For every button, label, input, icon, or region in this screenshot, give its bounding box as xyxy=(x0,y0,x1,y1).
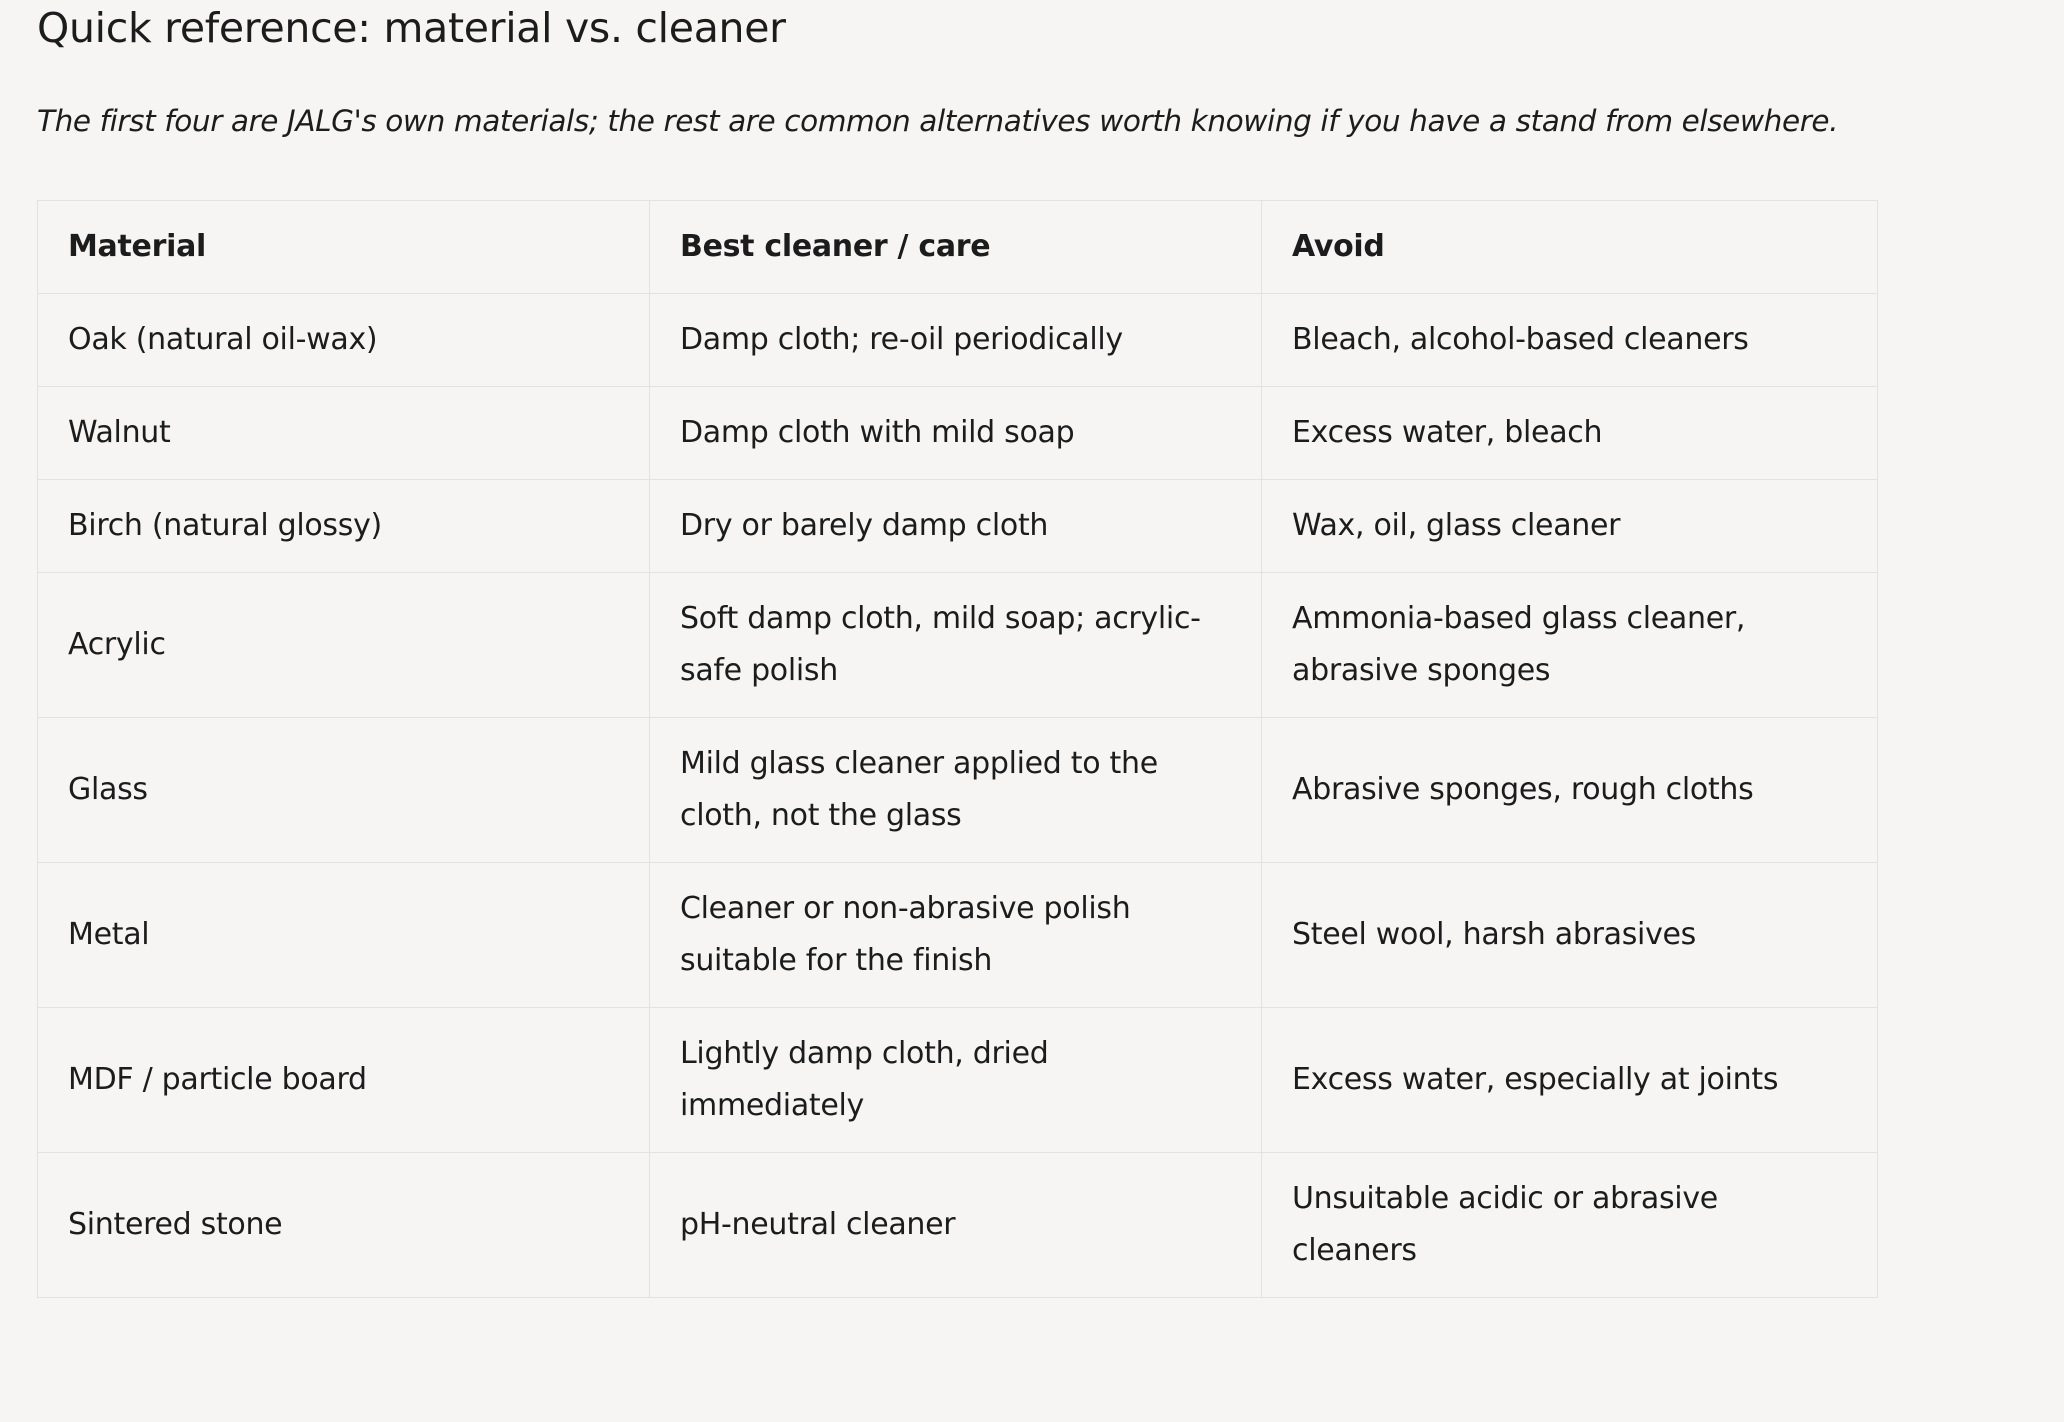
avoid-cell: Excess water, especially at joints xyxy=(1262,1008,1878,1153)
table-row xyxy=(38,294,1878,387)
header-avoid: Avoid xyxy=(1262,201,1878,294)
section-title: Quick reference: material vs. cleaner xyxy=(37,4,786,52)
material-cell: Metal xyxy=(38,863,650,1008)
cleaner-cell: Mild glass cleaner applied to the cloth, not the glass xyxy=(650,718,1262,863)
avoid-cell: Bleach, alcohol-based cleaners xyxy=(1262,294,1878,387)
cleaner-cell: pH-neutral cleaner xyxy=(650,1153,1262,1298)
cleaner-cell: Lightly damp cloth, dried immediately xyxy=(650,1008,1262,1153)
header-best-cleaner: Best cleaner / care xyxy=(650,201,1262,294)
avoid-cell: Steel wool, harsh abrasives xyxy=(1262,863,1878,1008)
table-row xyxy=(38,1008,1878,1153)
cleaner-cell: Cleaner or non-abrasive polish suitable for the finish xyxy=(650,863,1262,1008)
cleaner-cell: Damp cloth with mild soap xyxy=(650,387,1262,480)
avoid-cell: Ammonia-based glass cleaner, abrasive sponges xyxy=(1262,573,1878,718)
avoid-cell: Unsuitable acidic or abrasive cleaners xyxy=(1262,1153,1878,1298)
material-cell: Acrylic xyxy=(38,573,650,718)
table-row xyxy=(38,387,1878,480)
material-cell: Walnut xyxy=(38,387,650,480)
content xyxy=(37,0,1877,1268)
section-subtitle: The first four are JALG's own materials; the rest are common alternatives worth knowing if you have a stand from elsewhere. xyxy=(37,104,1839,138)
cleaner-cell: Damp cloth; re-oil periodically xyxy=(650,294,1262,387)
table-row xyxy=(38,718,1878,863)
table-row xyxy=(38,863,1878,1008)
material-cell: Birch (natural glossy) xyxy=(38,480,650,573)
material-cell: Oak (natural oil-wax) xyxy=(38,294,650,387)
table-header-row xyxy=(38,201,1878,294)
table-row xyxy=(38,1153,1878,1298)
table-row xyxy=(38,573,1878,718)
avoid-cell: Excess water, bleach xyxy=(1262,387,1878,480)
cleaner-cell: Soft damp cloth, mild soap; acrylic-safe polish xyxy=(650,573,1262,718)
avoid-cell: Abrasive sponges, rough cloths xyxy=(1262,718,1878,863)
material-cell: Glass xyxy=(38,718,650,863)
header-material: Material xyxy=(38,201,650,294)
material-cleaner-table xyxy=(37,200,1878,1298)
table-row xyxy=(38,480,1878,573)
material-cell: MDF / particle board xyxy=(38,1008,650,1153)
avoid-cell: Wax, oil, glass cleaner xyxy=(1262,480,1878,573)
material-cell: Sintered stone xyxy=(38,1153,650,1298)
cleaner-cell: Dry or barely damp cloth xyxy=(650,480,1262,573)
